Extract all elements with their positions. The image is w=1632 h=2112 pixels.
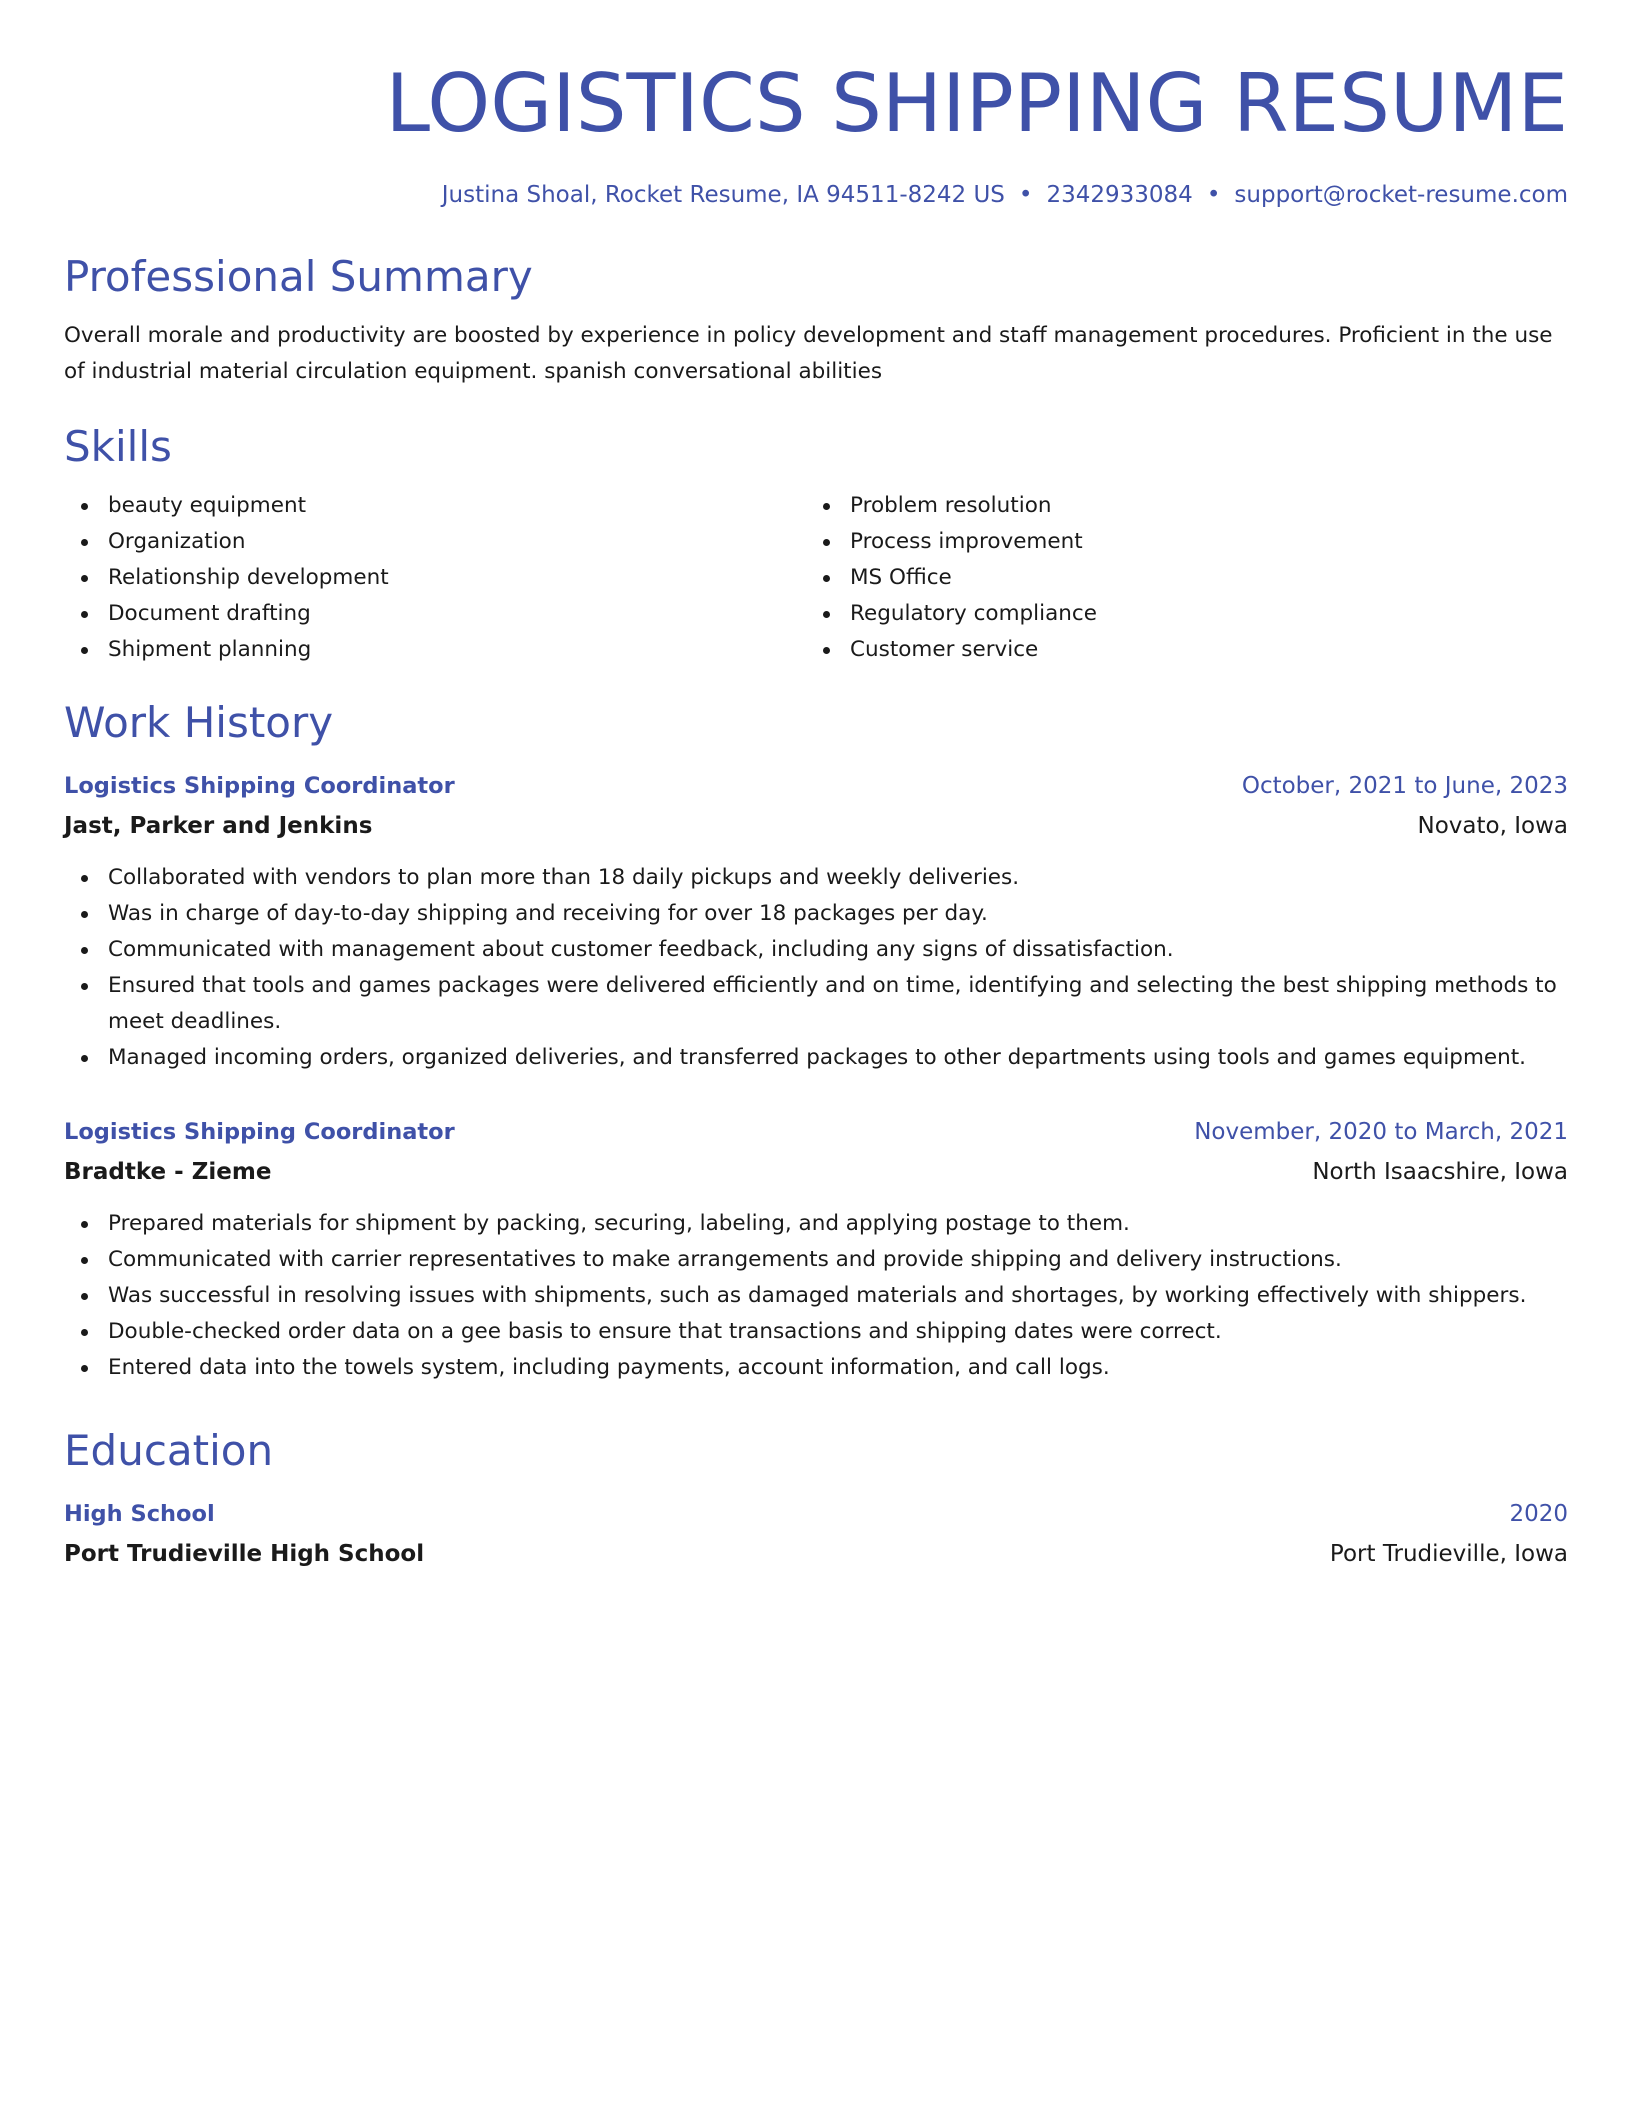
job-bullet: Entered data into the towels system, including payments, account information, and call logs. <box>64 1350 1568 1386</box>
job-location: Novato, Iowa <box>1417 813 1568 839</box>
skill-item: MS Office <box>806 560 1548 596</box>
skill-item: Shipment planning <box>64 632 806 668</box>
education-header-row <box>64 1496 1568 1532</box>
skills-list <box>64 488 1568 668</box>
contact-email: support@rocket-resume.com <box>1234 182 1568 208</box>
skills-heading: Skills <box>64 422 172 471</box>
contact-separator: • <box>1018 182 1033 208</box>
education-entry <box>64 1496 1568 1572</box>
job-bullet: Double-checked order data on a gee basis to ensure that transactions and shipping dates were correct. <box>64 1314 1568 1350</box>
job-title: Logistics Shipping Coordinator <box>64 1119 455 1145</box>
skill-item: Process improvement <box>806 524 1548 560</box>
job-bullet: Communicated with management about customer feedback, including any signs of dissatisfaction. <box>64 932 1568 968</box>
education-degree: High School <box>64 1501 215 1527</box>
job-bullet: Ensured that tools and games packages were delivered efficiently and on time, identifying and selecting the best shipping methods to meet deadlines. <box>64 968 1568 1040</box>
education-year: 2020 <box>1509 1501 1568 1527</box>
summary-heading: Professional Summary <box>64 252 533 301</box>
job-bullet: Was successful in resolving issues with shipments, such as damaged materials and shortages, by working effectively with shippers. <box>64 1278 1568 1314</box>
job-bullet: Prepared materials for shipment by packing, securing, labeling, and applying postage to them. <box>64 1206 1568 1242</box>
education-heading: Education <box>64 1426 274 1475</box>
job-bullets <box>64 1206 1568 1386</box>
skill-item: Customer service <box>806 632 1548 668</box>
education-school-row <box>64 1532 1568 1572</box>
skills-column-right <box>806 488 1548 668</box>
education-location: Port Trudieville, Iowa <box>1329 1541 1568 1567</box>
job-entry <box>64 768 1568 1076</box>
job-company-row <box>64 804 1568 844</box>
skill-item: Relationship development <box>64 560 806 596</box>
skill-item: beauty equipment <box>64 488 806 524</box>
education-school: Port Trudieville High School <box>64 1541 425 1567</box>
contact-separator: • <box>1206 182 1221 208</box>
summary-text: Overall morale and productivity are boosted by experience in policy development and staff management procedures. Proficient in the use of industrial material circulation equipment. spanish conversational abilities <box>64 323 1553 384</box>
job-bullets <box>64 860 1568 1076</box>
job-bullet: Communicated with carrier representatives to make arrangements and provide shipping and delivery instructions. <box>64 1242 1568 1278</box>
job-bullet: Managed incoming orders, organized deliveries, and transferred packages to other departments using tools and games equipment. <box>64 1040 1568 1076</box>
job-header-row <box>64 1114 1568 1150</box>
job-title: Logistics Shipping Coordinator <box>64 773 455 799</box>
contact-address: Justina Shoal, Rocket Resume, IA 94511-8242 US <box>441 182 1005 208</box>
job-dates: November, 2020 to March, 2021 <box>1194 1119 1568 1145</box>
resume-page <box>64 0 1568 1572</box>
skill-item: Organization <box>64 524 806 560</box>
skill-item: Document drafting <box>64 596 806 632</box>
job-header-row <box>64 768 1568 804</box>
job-company-row <box>64 1150 1568 1190</box>
job-company: Bradtke - Zieme <box>64 1159 272 1185</box>
contact-phone: 2342933084 <box>1046 182 1193 208</box>
contact-line <box>64 180 1568 210</box>
job-bullet: Was in charge of day-to-day shipping and receiving for over 18 packages per day. <box>64 896 1568 932</box>
job-entry <box>64 1114 1568 1386</box>
job-dates: October, 2021 to June, 2023 <box>1241 773 1568 799</box>
job-bullet: Collaborated with vendors to plan more than 18 daily pickups and weekly deliveries. <box>64 860 1568 896</box>
skills-column-left <box>64 488 806 668</box>
work-history-heading: Work History <box>64 698 334 747</box>
job-location: North Isaacshire, Iowa <box>1312 1159 1568 1185</box>
skill-item: Problem resolution <box>806 488 1548 524</box>
skill-item: Regulatory compliance <box>806 596 1548 632</box>
resume-title: LOGISTICS SHIPPING RESUME <box>385 57 1568 150</box>
job-company: Jast, Parker and Jenkins <box>64 813 373 839</box>
